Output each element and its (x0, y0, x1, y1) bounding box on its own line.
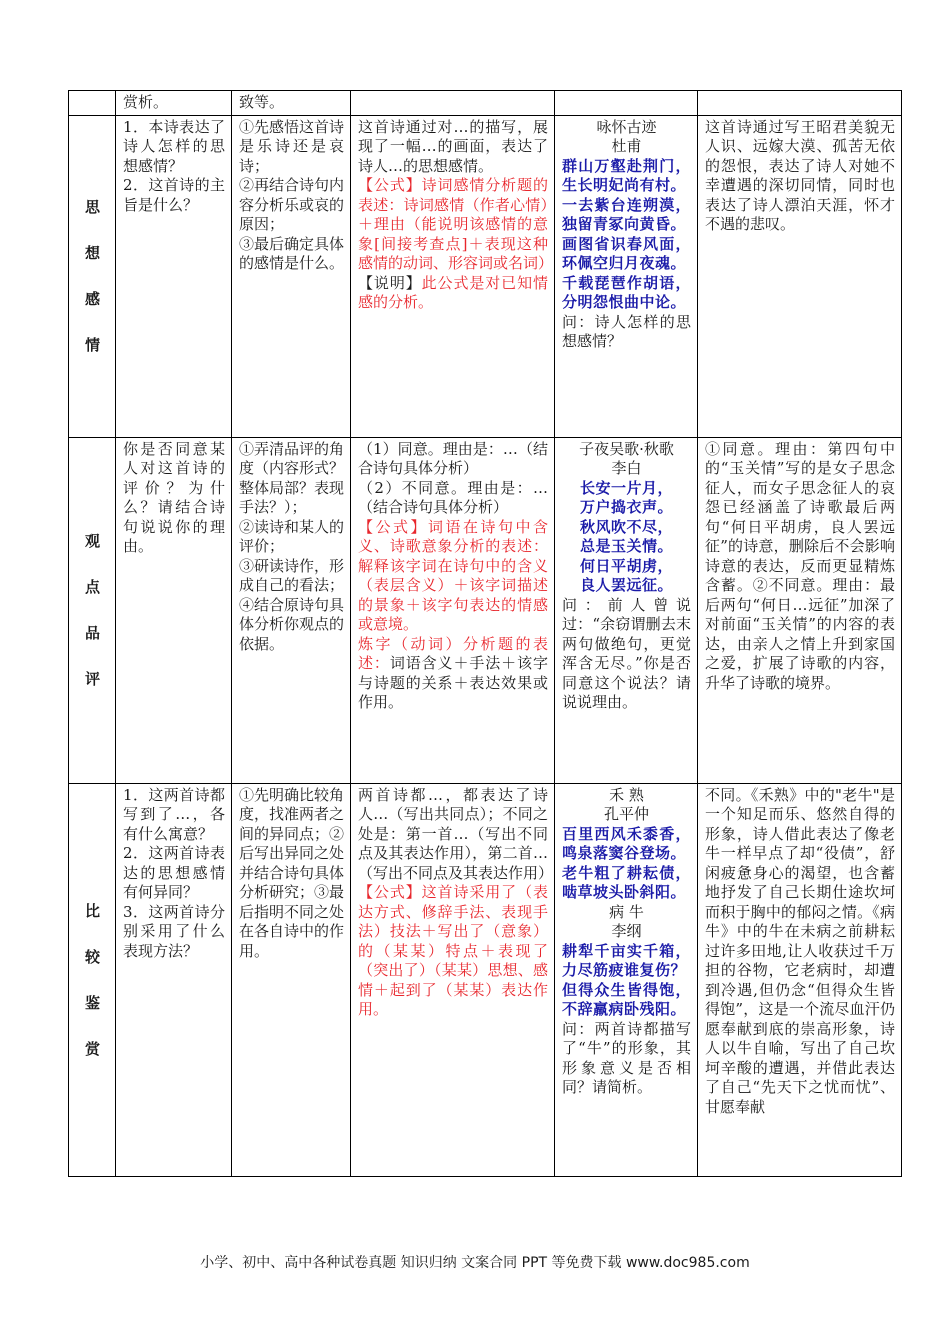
method-cell: 致等。 (232, 91, 351, 116)
formula-cell: 这首诗通过对…的描写，展现了一幅…的画面，表达了诗人…的思想感情。 【公式】诗词感情分析题的表述：诗词感情（作者心情）＋理由（能说明该感情的意象[间接考查点]＋表现这种感情的动词、形容词或名词） 【说明】此公式是对已知情感的分析。 (351, 115, 555, 437)
answer-cell: ①同意。理由：第四句中的“玉关情”写的是女子思念征人，而女子思念征人的哀怨已经涵盖了诗歌最后两句“何日平胡虏，良人罢远征”的诗意，删除后不会影响诗意的表达，反而更显精炼含蓄。②不同意。理由：最后两句“何日…远征”加深了对前面“玉关情”的内容的表达，由亲人之情上升到家国之爱，扩展了诗歌的内容，升华了诗歌的境界。 (698, 437, 902, 783)
answer-cell: 不同。《禾熟》中的"老牛"是一个知足而乐、悠然自得的形象，诗人借此表达了像老牛一样早点了却“役债”，舒闲疲惫身心的渴望，也含蓄地抒发了自己长期仕途坎坷而积于胸中的郁闷之情。《病牛》中的牛在未病之前耕耘过许多田地,让人收获过千万担的谷物，它老病时，却遭到冷遇,但仍念“但得众生皆得饱”，这是一个流尽血汗仍愿奉献到底的崇高形象，诗人以牛自喻，写出了自己坎坷辛酸的遭遇，并借此表达了自己“先天下之忧而忧”、甘愿奉献 (698, 783, 902, 1176)
category-cell (69, 91, 116, 116)
question-cell: 1．这两首诗都写到了…，各有什么寓意？ 2．这两首诗表达的思想感情有何异同？ 3．这两首诗分别采用了什么表现方法？ (116, 783, 232, 1176)
page-footer: 小学、初中、高中各种试卷真题 知识归纳 文案合同 PPT 等免费下载 www.doc985.com (200, 1255, 750, 1271)
category-label: 思 想 感 情 (69, 115, 116, 437)
method-cell: ①弄清品评的角度（内容形式？整体局部？表现手法？）； ②读诗和某人的评价； ③研读诗作，形成自己的看法； ④结合原诗句具体分析你观点的依据。 (232, 437, 351, 783)
answer-cell: 这首诗通过写王昭君美貌无人识、远嫁大漠、孤苦无依的怨恨，表达了诗人对她不幸遭遇的深切同情，同时也表达了诗人漂泊天涯，怀才不遇的悲叹。 (698, 115, 902, 437)
content-table (68, 90, 902, 1177)
method-cell: ①先感悟这首诗是乐诗还是哀诗； ②再结合诗句内容分析乐或哀的原因； ③最后确定具体的感情是什么。 (232, 115, 351, 437)
table-row (69, 115, 902, 437)
formula-cell (351, 91, 555, 116)
table-row (69, 91, 902, 116)
example-cell (555, 91, 698, 116)
example-cell: 子夜吴歌·秋歌 李白 长安一片月， 万户捣衣声。 秋风吹不尽， 总是玉关情。 何日平胡虏， 良人罢远征。 问：前人曾说过：“余窃谓删去末两句做绝句，更觉浑含无尽。”你是否同意这个说法？请说说理由。 (555, 437, 698, 783)
formula-cell: （1）同意。理由是：…（结合诗句具体分析） （2）不同意。理由是：…（结合诗句具体分析） 【公式】词语在诗句中含义、诗歌意象分析的表述：解释该字词在诗句中的含义（表层含义）＋该字词描述的景象＋该字句表达的情感或意境。 炼字（动词）分析题的表述：词语含义＋手法＋该字与诗题的关系＋表达效果或作用。 (351, 437, 555, 783)
table-row (69, 437, 902, 783)
question-cell: 1．本诗表达了诗人怎样的思想感情？ 2．这首诗的主旨是什么？ (116, 115, 232, 437)
category-label: 比 较 鉴 赏 (69, 783, 116, 1176)
example-cell: 咏怀古迹 杜甫 群山万壑赴荆门，生长明妃尚有村。 一去紫台连朔漠，独留青冢向黄昏。 画图省识春风面，环佩空归月夜魂。 千载琵琶作胡语，分明怨恨曲中论。 问：诗人怎样的思想感情？ (555, 115, 698, 437)
formula-cell: 两首诗都…，都表达了诗人…（写出共同点）；不同之处是：第一首…（写出不同点及其表达作用），第二首…（写出不同点及其表达作用） 【公式】这首诗采用了（表达方式、修辞手法、表现手法）技法＋写出了（意象）的（某某）特点＋表现了（突出了）（某某）思想、感情＋起到了（某某）表达作用。 (351, 783, 555, 1176)
method-cell: ①先明确比较角度，找准两者之间的异同点；②后写出异同之处并结合诗句具体分析研究；③最后指明不同之处在各自诗中的作用。 (232, 783, 351, 1176)
answer-cell (698, 91, 902, 116)
table-row (69, 783, 902, 1176)
category-label: 观 点 品 评 (69, 437, 116, 783)
question-cell: 赏析。 (116, 91, 232, 116)
question-cell: 你是否同意某人对这首诗的评价？为什么？请结合诗句说说你的理由。 (116, 437, 232, 783)
example-cell: 禾 熟 孔平仲 百里西风禾黍香，鸣泉落窦谷登场。 老牛粗了耕耘债，啮草坡头卧斜阳。 病 牛 李纲 耕犁千亩实千箱，力尽筋疲谁复伤？ 但得众生皆得饱，不辞羸病卧残阳。 问：两首诗都描写了“牛”的形象，其形象意义是否相同？请简析。 (555, 783, 698, 1176)
